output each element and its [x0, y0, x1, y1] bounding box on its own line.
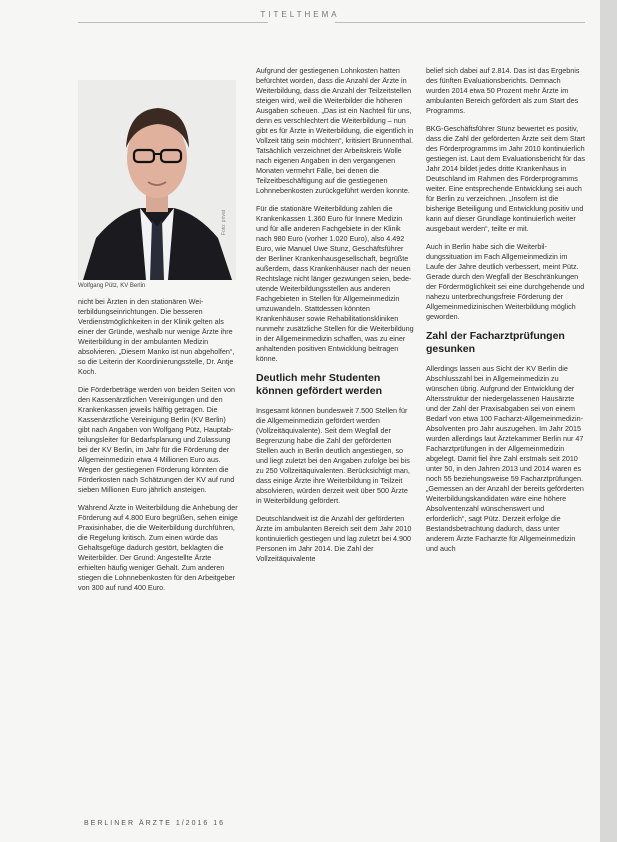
paragraph: nicht bei Ärzten in den stationären Weiterbildungseinrichtungen. Die besseren Verdienstmöglichkeiten in der Klinik gelten als einer der Gründe, weshalb nur wenige Ärzte ihre Weiterbildung in der ambulanten Medizin absolvieren. „Diesem Manko ist nun abgeholfen“, so die Leiterin der Koordinierungsstelle, Dr. Antje Koch. — [78, 297, 235, 376]
photo-credit: Foto: privat — [221, 209, 227, 235]
page-footer: BERLINER ÄRZTE 1/2016 16 — [84, 820, 225, 827]
portrait-photo — [78, 80, 236, 280]
header-rule-right — [335, 22, 585, 23]
paragraph: belief sich dabei auf 2.814. Das ist das Ergebnis des fünften Evaluationsberichts. Demnach wurden 2014 etwa 50 Prozent mehr Ärzte im ambulanten Bereich gefördert als zum Start des Programms. — [426, 66, 580, 115]
section-header: TITELTHEMA — [260, 10, 340, 19]
page-edge — [600, 0, 617, 842]
subheading: Zahl der Facharztprüfungen gesunken — [426, 330, 565, 355]
paragraph: Deutschlandweit ist die Anzahl der geförderten Ärzte im ambulanten Bereich seit dem Jahr 2010 kontinuierlich gestiegen und lag zuletzt bei 4.900 Personen im Jahr 2014. Die Zahl der Vollzeitäquivalente — [256, 514, 412, 563]
article-column-1 — [78, 297, 238, 601]
paragraph: Insgesamt können bundesweit 7.500 Stellen für die Allgemeinmedizin gefördert werden (Vollzeitäquivalente). Seit dem Wegfall der Begrenzung habe die Zahl der geförderten Stellen auch in Berlin deutlich angestiegen, so und liegt zuletzt bei den Angaben zufolge bei bis zu 250 Vollzeitäquivalenten. Berücksichtigt man, dass einige Ärzte ihre Weiterbildung in Teilzeit absolvieren, würden derzeit weit über 500 Ärzte in Weiterbildung gefördert. — [256, 406, 410, 505]
paragraph: Die Förderbeträge werden von beiden Seiten von den Kassenärztlichen Vereinigungen und den Krankenkassen jeweils hälftig getragen. Die Kassenärztliche Vereinigung Berlin (KV Berlin) gibt nach Angaben von Wolfgang Pütz, Hauptabteilungsleiter für Bedarfsplanung und Zulassung bei der KV Berlin, im Jahr für die Förderung der Allgemeinmedizin etwa 4 Millionen Euro aus. Wegen der gestiegenen Förderung könnten die Förderkosten nach Schätzungen der KV auf rund sieben Millionen Euro jährlich ansteigen. — [78, 385, 236, 494]
paragraph: BKG-Geschäftsführer Stunz bewertet es positiv, dass die Zahl der geförderten Ärzte seit dem Start des Förderprogramms im Jahr 2010 kontinuierlich gestiegen ist. Laut dem Evaluationsbericht für das Jahr 2014 bildet jedes dritte Krankenhaus in Deutschland im Rahmen des Förderprogramms weiter. Eine entsprechende Entwicklung sei auch für Berlin zu verzeichnen. „Insofern ist die bisherige Beteiligung und Entwicklung positiv und kann auf dieser Grundlage kontinuierlich weiter ausgebaut werden“, teilte er mit. — [426, 124, 586, 233]
paragraph: Auch in Berlin habe sich die Weiterbildungssituation im Fach Allgemeinmedizin im Laufe der Jahre deutlich verbessert, meint Pütz. Gerade durch den Wegfall der Beschränkungen der Fördermöglichkeit sei eine durchgehende und nahezu unterbrechungsfreie Förderung der Allgemeinmedizinischen Weiterbildung möglich geworden. — [426, 242, 585, 321]
portrait-illustration — [78, 80, 236, 280]
paragraph: Allerdings lassen aus Sicht der KV Berlin die Abschlusszahl bei in Allgemeinmedizin zu wünschen übrig. Aufgrund der Entwicklung der Altersstruktur der niedergelassenen Hausärzte und der Zahl der Praxisabgaben sei von einem Bedarf von etwa 100 Facharzt-Allgemeinmedizin-Absolventen pro Jahr auszugehen. Im Jahr 2015 wurden allerdings laut Ärztekammer Berlin nur 47 Facharztprüfungen in der Allgemeinmedizin abgelegt. Damit fiel ihre Zahl erstmals seit 2010 unter 50, in den Jahren 2013 und 2014 waren es noch 55 beziehungsweise 59 Facharztprüfungen. „Gemessen an der Anzahl der bereits geförderten Weiterbildungskandidaten wäre eine höhere Absolventenzahl wünschenswert und erforderlich“, sagt Pütz. Derzeit erfolge die Bestandsbetrachtung dadurch, dass unter anderem Ärzte Facharzte für Allgemeinmedizin und auch — [426, 364, 584, 553]
photo-caption: Wolfgang Pütz, KV Berlin — [78, 283, 146, 289]
subheading: Deutlich mehr Studenten können gefördert werden — [256, 372, 383, 397]
paragraph: Während Ärzte in Weiterbildung die Anhebung der Förderung auf 4.800 Euro begrüßen, sehen einige Praxisinhaber, die die Weiterbildung durchführen, die Regelung kritisch. Zum einen würde das Gehaltsgefüge dadurch gestört, beklagten die Weiterbilder. Der Grund: Angestellte Ärzte erhielten häufig weniger Gehalt. Zum anderen stiegen die Lohnnebenkosten für den Arbeitgeber von 300 auf rund 400 Euro. — [78, 503, 238, 592]
paragraph: Für die stationäre Weiterbildung zahlen die Krankenkassen 1.360 Euro für Innere Medizin und für alle anderen Fachgebiete in der Klinik nach 980 Euro (vorher 1.020 Euro), also 4.492 Euro, wie Manuel Uwe Stunz, Geschäftsführer der Berliner Krankenhausgesellschaft, begrüßte außerdem, dass Krankenhäuser nach der neuen Rechtslage nicht länger gezwungen seien, bedeutende Weiterbildungsstellen aus anderen Fachgebieten in Stellen für Allgemeinmedizin umzuwandeln. Stattdessen könnten Krankenhäuser sowie Rehabilitationskliniken nunmehr zusätzliche Stellen für die Weiterbildung in der Allgemeinmedizin schaffen, was zu einer anhaltenden positiven Entwicklung beitragen könne. — [256, 204, 414, 363]
header-rule-left — [78, 22, 268, 23]
article-column-2 — [256, 66, 414, 572]
article-column-3 — [426, 66, 586, 562]
paragraph: Aufgrund der gestiegenen Lohnkosten hatten befürchtet worden, dass die Anzahl der Ärzte in Weiterbildung, dass die Anzahl der Teilzeitstellen steigen wird, weil die Weiterbilder die höheren Ausgaben scheuen. „Das ist ein Nachteil für uns, denn es verschlechtert die Weiterbildung – nun gibt es für Ärzte in Weiterbildung, die eigentlich in Vollzeit tätig sein möchten“, kritisiert Brunnenthal. Tatsächlich verzeichnet der Arbeitskreis Wolle nach eigenen Angaben in den vergangenen Monaten vermehrt Fälle, bei denen die Teilzeitbeschäftigung auf die gestiegenen Lohnnebenkosten zurückgeführt werden konnte. — [256, 66, 414, 195]
